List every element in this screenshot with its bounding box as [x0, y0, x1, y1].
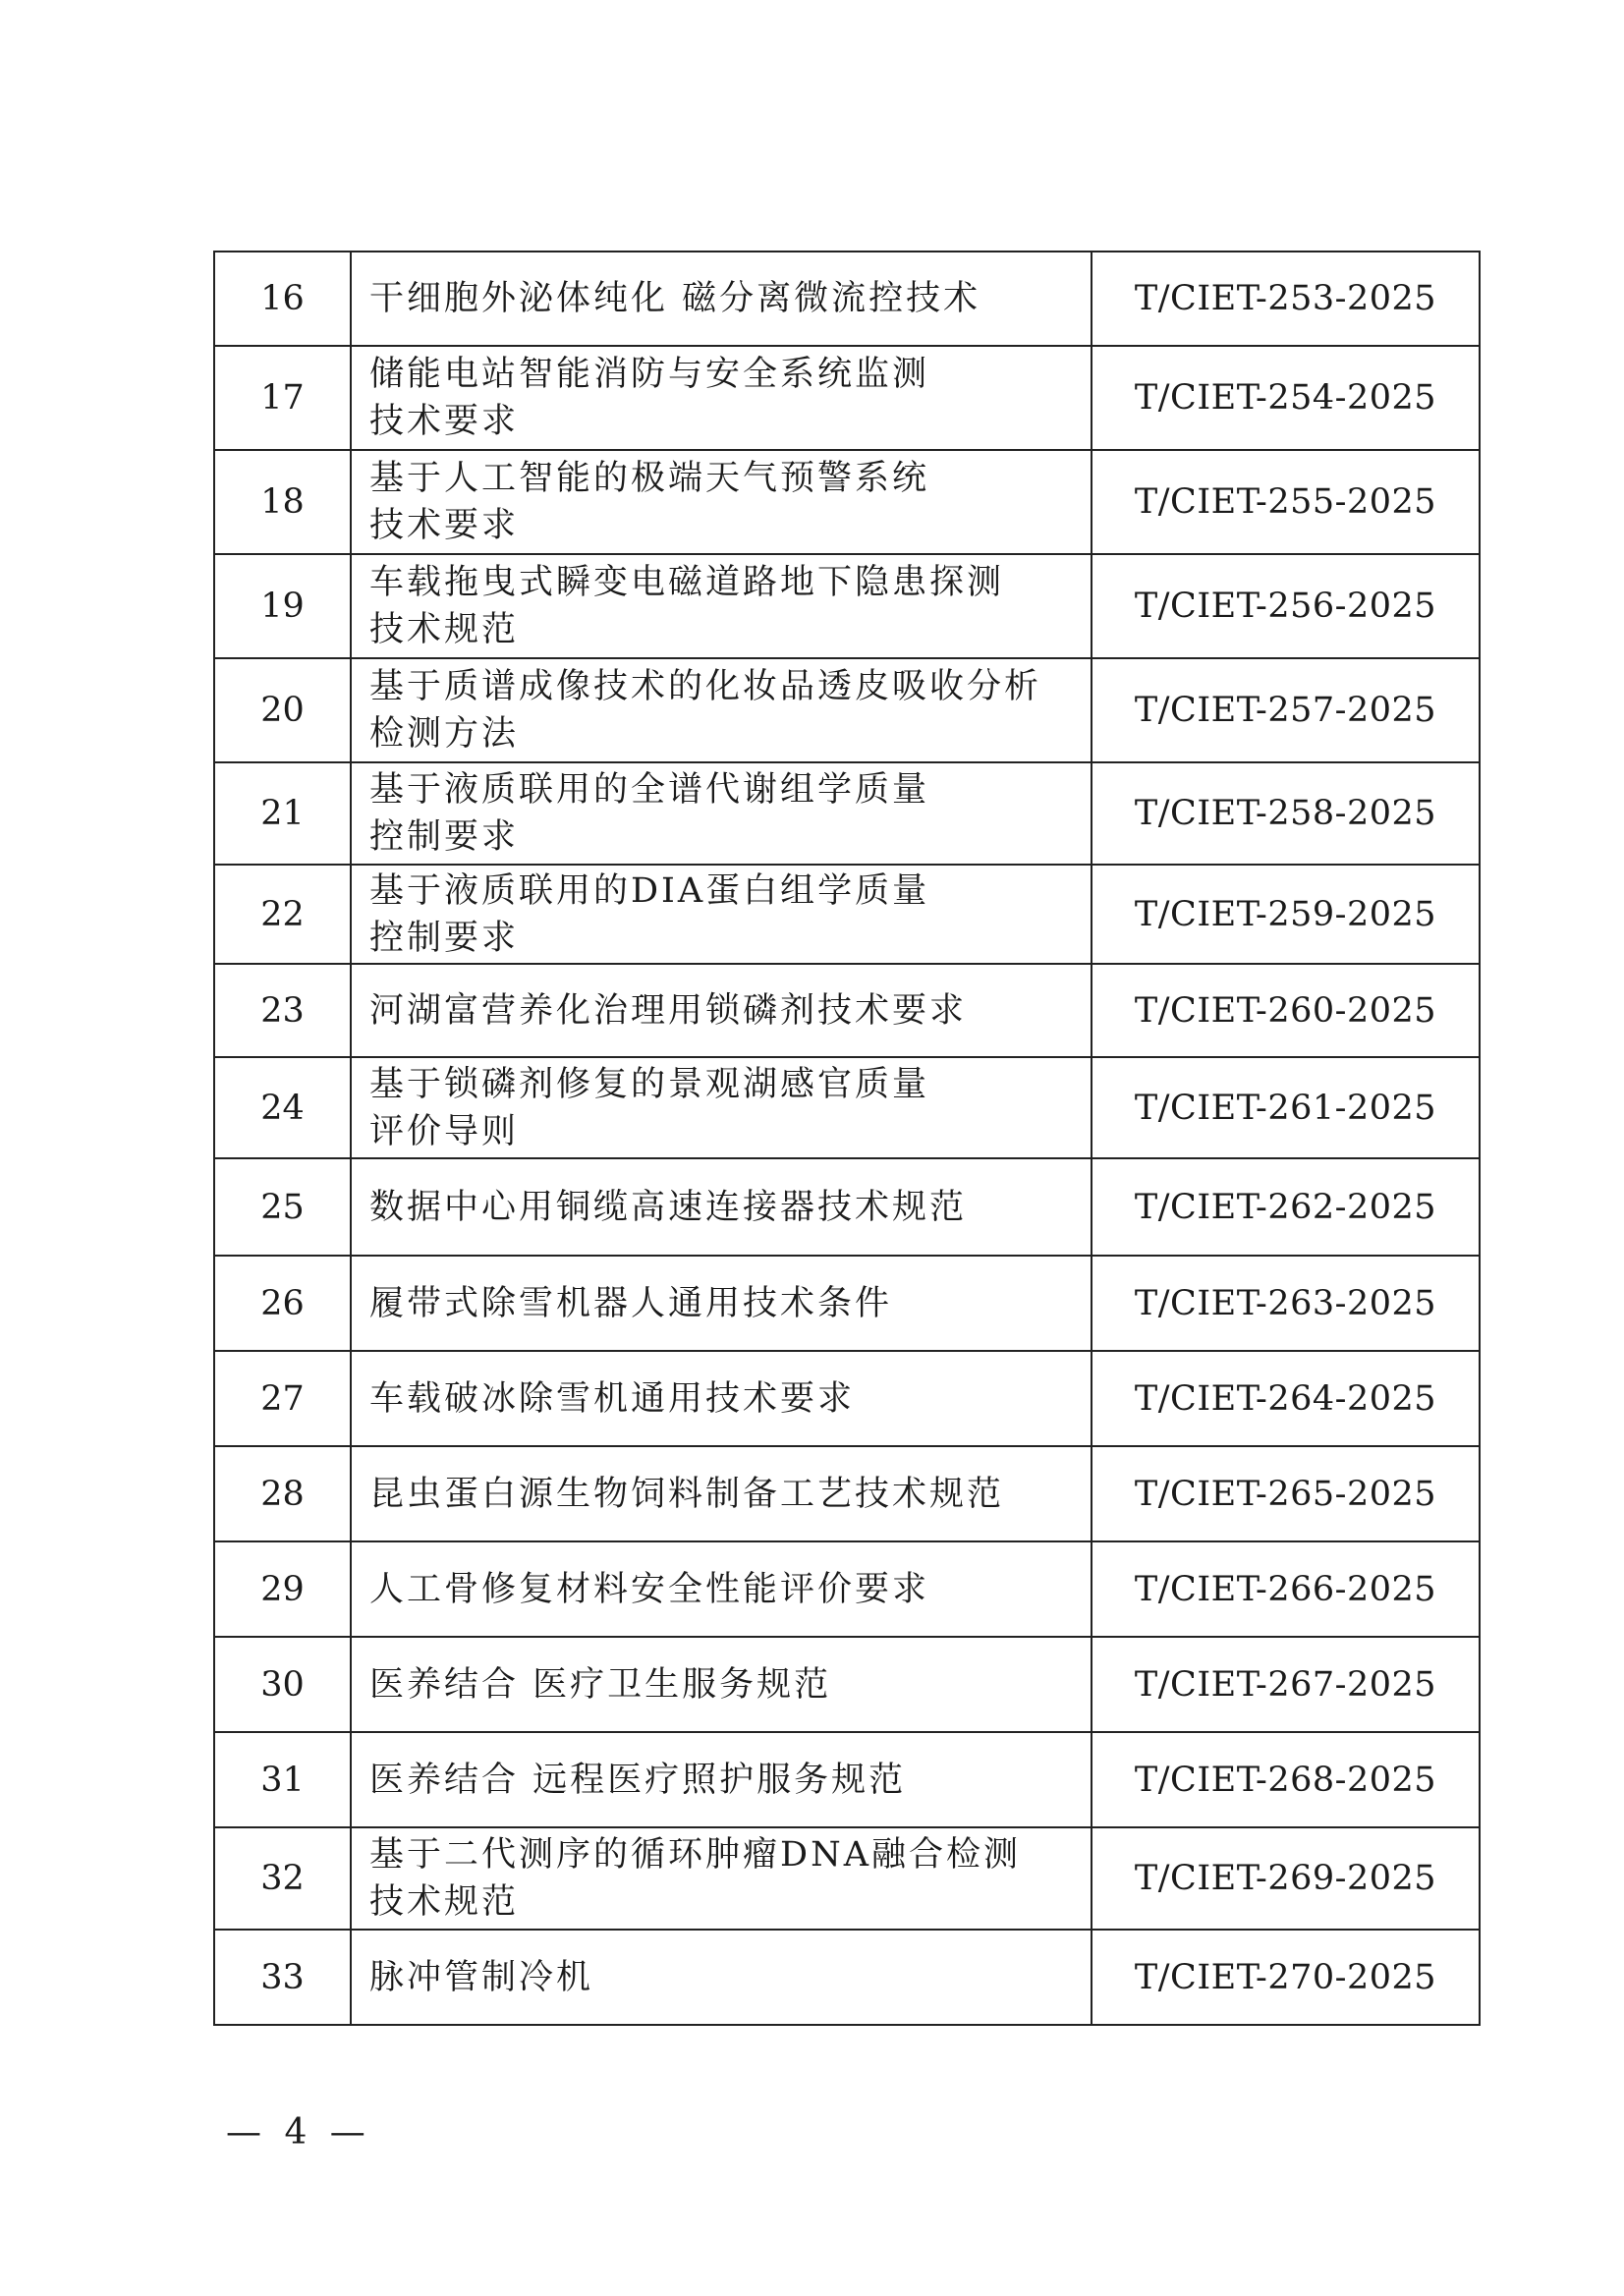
standard-name-line: 河湖富营养化治理用锁磷剂技术要求 [369, 990, 968, 1031]
standard-code: T/CIET-264-2025 [1092, 1351, 1480, 1446]
standard-code: T/CIET-267-2025 [1092, 1637, 1480, 1732]
standard-name-line: 干细胞外泌体纯化 磁分离微流控技术 [369, 279, 981, 318]
standard-name [351, 1637, 1092, 1732]
standard-name-line: 评价导则 [369, 1111, 520, 1151]
standard-name-line: 技术要求 [369, 506, 520, 545]
standard-code: T/CIET-255-2025 [1092, 450, 1480, 554]
row-number: 17 [214, 346, 351, 450]
standard-name-line: 基于质谱成像技术的化妆品透皮吸收分析 [369, 667, 1042, 706]
standard-name [351, 1158, 1092, 1256]
row-number: 31 [214, 1732, 351, 1827]
standard-name-line: 履带式除雪机器人通用技术条件 [369, 1283, 893, 1323]
standard-name [351, 865, 1092, 964]
row-number: 26 [214, 1256, 351, 1351]
standard-code: T/CIET-263-2025 [1092, 1256, 1480, 1351]
standard-name-line: 储能电站智能消防与安全系统监测 [369, 355, 930, 394]
standard-name-line: 数据中心用铜缆高速连接器技术规范 [369, 1187, 968, 1227]
standard-name-line: 人工骨修复材料安全性能评价要求 [369, 1569, 930, 1609]
standard-name-line: 技术规范 [369, 610, 520, 649]
standard-name-line: 技术规范 [369, 1882, 520, 1922]
standard-code: T/CIET-260-2025 [1092, 964, 1480, 1057]
table-row [214, 252, 1480, 346]
table-row [214, 1541, 1480, 1637]
standard-code: T/CIET-270-2025 [1092, 1930, 1480, 2025]
row-number: 18 [214, 450, 351, 554]
standard-name [351, 1256, 1092, 1351]
table-row [214, 1158, 1480, 1256]
standard-code: T/CIET-261-2025 [1092, 1057, 1480, 1158]
row-number: 16 [214, 252, 351, 346]
standard-code: T/CIET-262-2025 [1092, 1158, 1480, 1256]
row-number: 21 [214, 762, 351, 865]
table-row [214, 762, 1480, 865]
row-number: 32 [214, 1827, 351, 1930]
row-number: 25 [214, 1158, 351, 1256]
standard-name [351, 450, 1092, 554]
standard-name [351, 658, 1092, 762]
table-row [214, 1256, 1480, 1351]
standard-name [351, 1446, 1092, 1541]
standard-name [351, 1930, 1092, 2025]
table-row [214, 1446, 1480, 1541]
table-row [214, 450, 1480, 554]
row-number: 27 [214, 1351, 351, 1446]
standard-name [351, 964, 1092, 1057]
row-number: 19 [214, 554, 351, 658]
row-number: 20 [214, 658, 351, 762]
standard-code: T/CIET-253-2025 [1092, 252, 1480, 346]
standard-name [351, 554, 1092, 658]
table-row [214, 1930, 1480, 2025]
standard-name [351, 1827, 1092, 1930]
page-number: — 4 — [226, 2112, 371, 2153]
standard-code: T/CIET-259-2025 [1092, 865, 1480, 964]
table-row [214, 865, 1480, 964]
standard-code: T/CIET-257-2025 [1092, 658, 1480, 762]
table-row [214, 1732, 1480, 1827]
standard-code: T/CIET-269-2025 [1092, 1827, 1480, 1930]
table-row [214, 964, 1480, 1057]
standard-name [351, 762, 1092, 865]
standard-name-line: 基于液质联用的DIA蛋白组学质量 [369, 870, 930, 911]
standard-name-line: 昆虫蛋白源生物饲料制备工艺技术规范 [369, 1474, 1005, 1514]
standard-name-line: 医养结合 远程医疗照护服务规范 [369, 1760, 907, 1800]
standard-name-line: 技术要求 [369, 402, 520, 441]
standard-name-line: 控制要求 [369, 817, 520, 857]
row-number: 28 [214, 1446, 351, 1541]
standard-name-line: 车载拖曳式瞬变电磁道路地下隐患探测 [369, 563, 1005, 602]
table-row [214, 554, 1480, 658]
table-row [214, 658, 1480, 762]
row-number: 23 [214, 964, 351, 1057]
standard-code: T/CIET-265-2025 [1092, 1446, 1480, 1541]
standard-code: T/CIET-266-2025 [1092, 1541, 1480, 1637]
table-row [214, 1057, 1480, 1158]
table-row [214, 1827, 1480, 1930]
standard-name [351, 1732, 1092, 1827]
standard-code: T/CIET-254-2025 [1092, 346, 1480, 450]
standard-name-line: 医养结合 医疗卫生服务规范 [369, 1664, 832, 1705]
standard-name-line: 基于人工智能的极端天气预警系统 [369, 459, 930, 498]
standard-name-line: 基于液质联用的全谱代谢组学质量 [369, 770, 930, 810]
standard-name [351, 346, 1092, 450]
table-row [214, 1637, 1480, 1732]
table-row [214, 346, 1480, 450]
standard-name [351, 1351, 1092, 1446]
standard-name-line: 车载破冰除雪机通用技术要求 [369, 1378, 856, 1419]
table-row [214, 1351, 1480, 1446]
standard-name [351, 1541, 1092, 1637]
standards-table-body [214, 252, 1480, 2025]
standard-name [351, 252, 1092, 346]
row-number: 33 [214, 1930, 351, 2025]
standard-code: T/CIET-268-2025 [1092, 1732, 1480, 1827]
standard-code: T/CIET-256-2025 [1092, 554, 1480, 658]
standards-table [213, 251, 1481, 2026]
row-number: 22 [214, 865, 351, 964]
row-number: 29 [214, 1541, 351, 1637]
standard-name-line: 控制要求 [369, 918, 520, 958]
standard-name-line: 检测方法 [369, 714, 520, 754]
row-number: 30 [214, 1637, 351, 1732]
standard-name-line: 基于锁磷剂修复的景观湖感官质量 [369, 1064, 930, 1104]
standard-code: T/CIET-258-2025 [1092, 762, 1480, 865]
standard-name-line: 脉冲管制冷机 [369, 1957, 594, 1997]
standard-name-line: 基于二代测序的循环肿瘤DNA融合检测 [369, 1835, 1021, 1875]
standard-name [351, 1057, 1092, 1158]
row-number: 24 [214, 1057, 351, 1158]
